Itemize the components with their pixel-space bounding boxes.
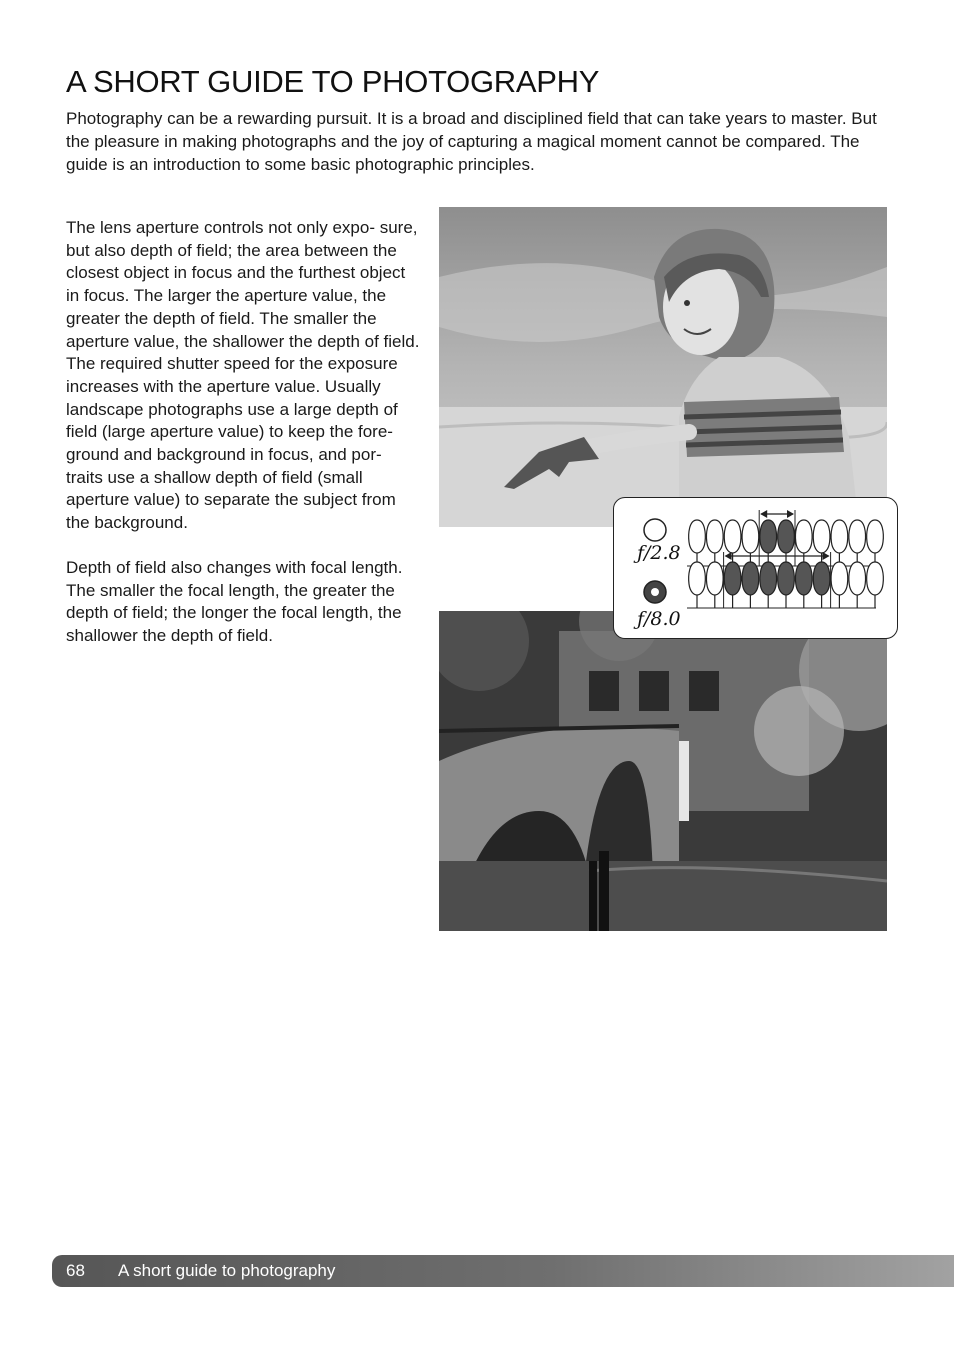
page-number: 68 (66, 1261, 85, 1280)
tree-out-of-focus-icon (867, 562, 884, 608)
tree-in-focus-icon (778, 562, 795, 608)
tree-out-of-focus-icon (706, 562, 723, 608)
wide-aperture-icon (644, 519, 666, 541)
tree-out-of-focus-icon (689, 520, 706, 566)
intro-paragraph: Photography can be a rewarding pursuit. It is a broad and disciplined field that can take years to master. But the pleasure in making photographs and the joy of capturing a magical moment cannot be compared. The guide is an introduction to some basic photographic principles. (66, 109, 877, 174)
photo-canal-bridge (439, 611, 887, 931)
page-title: A SHORT GUIDE TO PHOTOGRAPHY (66, 64, 600, 99)
body-column (66, 217, 421, 670)
tree-in-focus-icon (795, 562, 812, 608)
tree-out-of-focus-icon (706, 520, 723, 566)
aperture-paragraph: The lens aperture controls not only expo- sure, but also depth of field; the area between the closest object in focus and the furthest object in focus. The larger the aperture value, the greater the depth of field. The smaller the aperture value, the shallower the depth of field. The required shutter speed for the exposure increases with the aperture value. Usually landscape photographs use a large depth of field (large aperture value) to keep the fore- ground and background in focus, and por- traits use a shallow depth of field (small aperture value) to separate the subject from the background. (66, 218, 420, 533)
tree-out-of-focus-icon (831, 520, 848, 566)
tree-out-of-focus-icon (867, 520, 884, 566)
page-footer (52, 1255, 954, 1287)
photo-child-beach (439, 207, 887, 527)
aperture-label-f80: ƒ/8.0 (637, 608, 681, 630)
tree-in-focus-icon (813, 562, 830, 608)
aperture-label-f28: ƒ/2.8 (637, 542, 681, 564)
tree-in-focus-icon (742, 562, 759, 608)
tree-out-of-focus-icon (724, 520, 741, 566)
tree-out-of-focus-icon (689, 562, 706, 608)
tree-in-focus-icon (760, 562, 777, 608)
tree-out-of-focus-icon (813, 520, 830, 566)
tree-out-of-focus-icon (831, 562, 848, 608)
tree-in-focus-icon (778, 520, 795, 566)
tree-out-of-focus-icon (742, 520, 759, 566)
tree-out-of-focus-icon (849, 562, 866, 608)
footer-section-title: A short guide to photography (118, 1261, 336, 1280)
tree-in-focus-icon (724, 562, 741, 608)
depth-of-field-diagram (613, 497, 898, 639)
tree-out-of-focus-icon (849, 520, 866, 566)
tree-out-of-focus-icon (795, 520, 812, 566)
tree-in-focus-icon (760, 520, 777, 566)
focal-length-paragraph: Depth of field also changes with focal length. The smaller the focal length, the greater the depth of field; the longer the focal length, the shallower the depth of field. (66, 557, 403, 645)
